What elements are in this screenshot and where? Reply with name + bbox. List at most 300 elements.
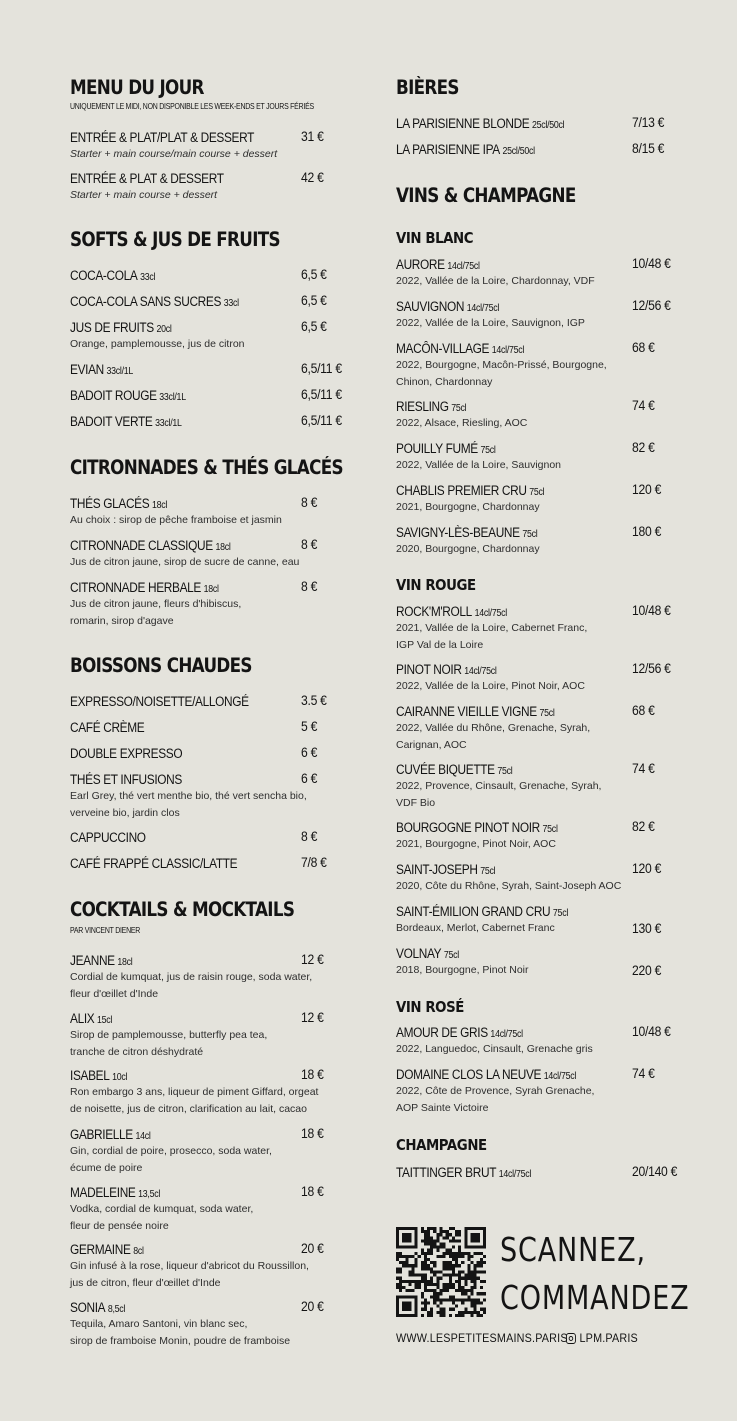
menu-item-name-text: CHABLIS PREMIER CRU	[396, 483, 527, 498]
menu-item-line	[396, 819, 696, 837]
menu-item-description: Starter + main course/main course + dessert	[70, 148, 278, 160]
scan-heading-line2: COMMANDEZ	[500, 1278, 690, 1317]
menu-item-line	[70, 387, 360, 405]
menu-item-name-text: POUILLY FUMÉ	[396, 441, 478, 456]
menu-item-line	[70, 537, 360, 555]
menu-item-line	[396, 661, 696, 679]
menu-item-name-text: EVIAN	[70, 362, 104, 377]
menu-item-size: 18cl	[203, 584, 219, 595]
menu-item-rouge	[396, 661, 696, 695]
menu-item-line	[70, 719, 360, 737]
menu-item-line	[396, 482, 696, 500]
menu-item-name	[70, 953, 133, 968]
menu-item-softs	[70, 293, 360, 311]
menu-item-mdj	[70, 129, 360, 163]
menu-item-size: 14cl/75cl	[498, 1169, 532, 1180]
menu-item-price: 42 €	[301, 170, 324, 185]
menu-item-name	[70, 694, 249, 709]
menu-item-price: 74 €	[632, 1066, 655, 1081]
menu-item-citron	[70, 579, 360, 630]
menu-item-name	[396, 299, 499, 314]
menu-item-name-text: CUVÉE BIQUETTE	[396, 762, 495, 777]
menu-item-name-text: DOMAINE CLOS LA NEUVE	[396, 1067, 542, 1082]
subsection-title-champagne: CHAMPAGNE	[396, 1136, 487, 1154]
menu-item-price: 31 €	[301, 129, 324, 144]
menu-item-name-text: BADOIT VERTE	[70, 414, 153, 429]
menu-item-chaudes	[70, 719, 360, 737]
menu-item-name	[70, 171, 224, 186]
menu-item-description: 2022, Côte de Provence, Syrah Grenache, AOP Sainte Victoire	[396, 1085, 595, 1114]
menu-item-price: 7/8 €	[301, 855, 327, 870]
menu-item-cocktails	[70, 952, 360, 1003]
section-title-boissons-chaudes: BOISSONS CHAUDES	[70, 654, 252, 677]
menu-item-blanc	[396, 440, 696, 474]
menu-item-bieres	[396, 141, 696, 159]
menu-item-line	[396, 340, 696, 358]
section-title-bieres: BIÈRES	[396, 76, 459, 99]
menu-item-name	[396, 399, 466, 414]
menu-item-size: 13,5cl	[138, 1189, 161, 1200]
menu-item-name-text: AMOUR DE GRIS	[396, 1025, 488, 1040]
menu-item-price: 3.5 €	[301, 693, 327, 708]
menu-item-name	[396, 704, 555, 719]
menu-item-description: 2018, Bourgogne, Pinot Noir	[396, 964, 529, 976]
menu-item-size: 75cl	[552, 908, 569, 919]
menu-item-name-text: SAINT-ÉMILION GRAND CRU	[396, 904, 551, 919]
menu-item-line	[396, 141, 696, 159]
menu-item-name-text: CAPPUCCINO	[70, 830, 146, 845]
menu-item-name	[396, 862, 495, 877]
menu-item-price: 8 €	[301, 829, 318, 844]
menu-item-line	[70, 495, 360, 513]
menu-item-size: 20cl	[156, 324, 172, 335]
menu-item-price: 180 €	[632, 524, 662, 539]
menu-item-rouge	[396, 761, 696, 812]
menu-item-description: 2021, Bourgogne, Pinot Noir, AOC	[396, 838, 556, 850]
menu-item-size: 75cl	[539, 708, 555, 719]
menu-item-name	[396, 116, 564, 131]
menu-item-price: 5 €	[301, 719, 318, 734]
menu-item-line	[70, 1241, 360, 1259]
menu-item-softs	[70, 361, 360, 379]
menu-item-name-text: ENTRÉE & PLAT & DESSERT	[70, 171, 224, 186]
menu-item-price: 6,5/11 €	[301, 413, 342, 428]
menu-item-name	[396, 1025, 523, 1040]
section-note-menu-du-jour: UNIQUEMENT LE MIDI, NON DISPONIBLE LES WEEK-ENDS ET JOURS FÉRIÉS	[70, 101, 314, 111]
menu-item-chaudes	[70, 771, 360, 822]
menu-item-description: Tequila, Amaro Santoni, vin blanc sec, sirop de framboise Monin, poudre de framboise	[70, 1318, 291, 1347]
menu-item-name	[396, 341, 524, 356]
menu-item-size: 75cl	[480, 445, 496, 456]
menu-item-size: 8cl	[133, 1246, 144, 1257]
menu-item-size: 18cl	[215, 542, 231, 553]
section-title-menu-du-jour: MENU DU JOUR	[70, 76, 204, 99]
menu-item-line	[70, 745, 360, 763]
menu-item-line	[70, 267, 360, 285]
menu-item-price: 10/48 €	[632, 1024, 671, 1039]
menu-item-name-text: LA PARISIENNE IPA	[396, 142, 500, 157]
menu-item-name-text: JEANNE	[70, 953, 115, 968]
menu-item-description: Starter + main course + dessert	[70, 189, 218, 201]
menu-item-name	[396, 662, 497, 677]
menu-item-name	[70, 720, 144, 735]
menu-item-price: 7/13 €	[632, 115, 665, 130]
menu-item-softs	[70, 267, 360, 285]
menu-item-rouge	[396, 861, 696, 895]
menu-item-name-text: BADOIT ROUGE	[70, 388, 157, 403]
menu-item-description: 2020, Bourgogne, Chardonnay	[396, 543, 540, 555]
menu-item-description: Gin, cordial de poire, prosecco, soda water, écume de poire	[70, 1145, 272, 1174]
menu-item-price: 6,5 €	[301, 319, 327, 334]
menu-item-description: Orange, pamplemousse, jus de citron	[70, 338, 245, 350]
menu-item-price: 220 €	[632, 963, 662, 978]
menu-item-name	[70, 414, 182, 429]
menu-item-name-text: JUS DE FRUITS	[70, 320, 154, 335]
menu-item-line	[396, 1024, 696, 1042]
menu-item-name	[396, 946, 459, 961]
menu-item-size: 75cl	[542, 824, 558, 835]
menu-item-description: Earl Grey, thé vert menthe bio, thé vert sencha bio, verveine bio, jardin clos	[70, 790, 307, 819]
menu-item-bieres	[396, 115, 696, 133]
menu-item-cocktails	[70, 1241, 360, 1292]
menu-item-price: 20 €	[301, 1299, 324, 1314]
menu-item-line	[70, 413, 360, 431]
menu-item-size: 25cl/50cl	[502, 146, 535, 157]
menu-item-description: 2022, Vallée du Rhône, Grenache, Syrah, Carignan, AOC	[396, 722, 591, 751]
qr-code-icon[interactable]	[396, 1227, 486, 1317]
menu-item-cocktails	[70, 1067, 360, 1118]
menu-item-name	[70, 496, 167, 511]
menu-item-price: 18 €	[301, 1126, 324, 1141]
menu-item-size: 10cl	[112, 1072, 128, 1083]
menu-item-name-text: CAFÉ FRAPPÉ CLASSIC/LATTE	[70, 856, 238, 871]
menu-item-description: Jus de citron jaune, fleurs d'hibiscus, romarin, sirop d'agave	[70, 598, 242, 627]
menu-item-rouge	[396, 703, 696, 754]
menu-item-size: 14cl/75cl	[491, 345, 525, 356]
menu-item-size: 33cl/1L	[159, 392, 186, 403]
menu-item-description: 2022, Vallée de la Loire, Sauvignon	[396, 459, 562, 471]
menu-item-line	[70, 771, 360, 789]
menu-item-name	[70, 362, 133, 377]
menu-item-name-text: PINOT NOIR	[396, 662, 462, 677]
menu-item-price: 12/56 €	[632, 661, 671, 676]
menu-item-description: Au choix : sirop de pêche framboise et jasmin	[70, 514, 282, 526]
menu-item-size: 14cl/75cl	[464, 666, 497, 677]
menu-item-name	[70, 130, 254, 145]
menu-item-name-text: SAVIGNY-LÈS-BEAUNE	[396, 525, 520, 540]
menu-item-cocktails	[70, 1184, 360, 1235]
menu-item-name	[396, 762, 512, 777]
section-title-vins-champagne: VINS & CHAMPAGNE	[396, 184, 576, 207]
menu-item-price: 6,5/11 €	[301, 387, 342, 402]
menu-item-description: 2022, Bourgogne, Macôn-Prissé, Bourgogne, Chinon, Chardonnay	[396, 359, 607, 388]
menu-item-price: 18 €	[301, 1184, 324, 1199]
menu-item-name-text: CITRONNADE HERBALE	[70, 580, 201, 595]
menu-item-description: 2022, Vallée de la Loire, Chardonnay, VDF	[396, 275, 595, 287]
menu-item-line	[396, 115, 696, 133]
menu-item-size: 25cl/50cl	[532, 120, 565, 131]
menu-item-name	[70, 830, 146, 845]
section-title-softs: SOFTS & JUS DE FRUITS	[70, 228, 280, 251]
menu-item-name	[70, 856, 237, 871]
menu-item-price: 120 €	[632, 482, 662, 497]
menu-item-description: Gin infusé à la rose, liqueur d'abricot du Roussillon, jus de citron, fleur d'œillet d'Inde	[70, 1260, 309, 1289]
menu-item-name-text: COCA-COLA SANS SUCRES	[70, 294, 222, 309]
menu-item-name-text: THÉS GLACÉS	[70, 496, 150, 511]
menu-item-name-text: CITRONNADE CLASSIQUE	[70, 538, 213, 553]
menu-item-blanc	[396, 524, 696, 558]
menu-item-line	[70, 170, 360, 188]
menu-item-line	[396, 703, 696, 721]
menu-item-chaudes	[70, 855, 360, 873]
menu-item-rouge	[396, 945, 696, 979]
menu-item-softs	[70, 319, 360, 353]
menu-item-size: 33cl/1L	[155, 418, 182, 429]
menu-item-price: 6 €	[301, 771, 318, 786]
menu-item-name	[70, 1242, 144, 1257]
menu-item-name-text: CAFÉ CRÈME	[70, 720, 145, 735]
menu-item-price: 20 €	[301, 1241, 324, 1256]
menu-item-rose	[396, 1066, 696, 1117]
menu-item-size: 14cl/75cl	[474, 608, 507, 619]
menu-item-line	[396, 256, 696, 274]
menu-item-price: 6 €	[301, 745, 318, 760]
menu-item-name	[70, 772, 182, 787]
menu-item-name-text: GABRIELLE	[70, 1127, 133, 1142]
menu-item-price: 12/56 €	[632, 298, 671, 313]
menu-item-size: 14cl/75cl	[466, 303, 500, 314]
menu-item-line	[70, 293, 360, 311]
menu-item-line	[70, 855, 360, 873]
menu-item-cocktails	[70, 1126, 360, 1177]
menu-item-blanc	[396, 256, 696, 290]
menu-item-line	[396, 524, 696, 542]
menu-item-line	[70, 319, 360, 337]
menu-item-name	[396, 820, 558, 835]
menu-item-price: 18 €	[301, 1067, 324, 1082]
menu-item-price: 68 €	[632, 340, 655, 355]
menu-item-line	[70, 1010, 360, 1028]
menu-item-line	[396, 1164, 696, 1182]
menu-item-blanc	[396, 482, 696, 516]
menu-item-name	[70, 268, 155, 283]
menu-item-name-text: CAIRANNE VIEILLE VIGNE	[396, 704, 537, 719]
menu-item-size: 33cl	[140, 272, 156, 283]
subsection-title-vin-rouge: VIN ROUGE	[396, 576, 476, 594]
menu-item-name	[396, 525, 537, 540]
menu-item-name	[70, 1185, 160, 1200]
menu-item-name	[396, 483, 544, 498]
instagram-handle[interactable]	[566, 1331, 638, 1345]
menu-item-line	[396, 298, 696, 316]
menu-item-line	[70, 952, 360, 970]
menu-item-name	[396, 142, 535, 157]
menu-item-line	[70, 693, 360, 711]
menu-item-line	[396, 761, 696, 779]
menu-item-rose	[396, 1024, 696, 1058]
menu-item-line	[70, 1067, 360, 1085]
menu-item-name	[70, 1300, 125, 1315]
menu-item-line	[396, 398, 696, 416]
menu-item-price: 6,5 €	[301, 293, 327, 308]
menu-item-price: 20/140 €	[632, 1164, 678, 1179]
menu-item-line	[70, 361, 360, 379]
menu-item-name	[70, 746, 182, 761]
instagram-handle-text: LPM.PARIS	[579, 1331, 638, 1345]
menu-item-name-text: SAUVIGNON	[396, 299, 465, 314]
menu-item-description: 2022, Vallée de la Loire, Sauvignon, IGP	[396, 317, 585, 329]
menu-item-description: Vodka, cordial de kumquat, soda water, fleur de pensée noire	[70, 1203, 254, 1232]
menu-item-price: 82 €	[632, 440, 655, 455]
menu-item-size: 8,5cl	[107, 1304, 126, 1315]
menu-item-name	[396, 1067, 576, 1082]
menu-item-size: 14cl/75cl	[543, 1071, 577, 1082]
menu-item-price: 74 €	[632, 761, 655, 776]
menu-item-description: 2021, Vallée de la Loire, Cabernet Franc, IGP Val de la Loire	[396, 622, 588, 651]
menu-item-price: 10/48 €	[632, 603, 671, 618]
menu-item-citron	[70, 537, 360, 571]
menu-item-price: 130 €	[632, 921, 662, 936]
menu-item-name-text: LA PARISIENNE BLONDE	[396, 116, 530, 131]
menu-item-line	[70, 1184, 360, 1202]
menu-item-name-text: SONIA	[70, 1300, 106, 1315]
menu-item-price: 10/48 €	[632, 256, 671, 271]
menu-item-name-text: GERMAINE	[70, 1242, 131, 1257]
menu-item-size: 75cl	[451, 403, 467, 414]
menu-item-description: Ron embargo 3 ans, liqueur de piment Giffard, orgeat de noisette, jus de citron, clarification au lait, cacao	[70, 1086, 319, 1115]
menu-item-price: 8 €	[301, 495, 318, 510]
section-title-citronnades: CITRONNADES & THÉS GLACÉS	[70, 456, 343, 479]
menu-item-description: 2022, Provence, Cinsault, Grenache, Syrah, VDF Bio	[396, 780, 602, 809]
menu-item-description: 2020, Côte du Rhône, Syrah, Saint-Joseph AOC	[396, 880, 622, 892]
menu-item-name	[70, 320, 172, 335]
menu-item-name	[70, 580, 219, 595]
menu-item-rouge	[396, 903, 696, 937]
menu-item-line	[70, 579, 360, 597]
instagram-icon	[566, 1333, 576, 1344]
menu-item-size: 75cl	[480, 866, 496, 877]
menu-item-cocktails	[70, 1010, 360, 1061]
menu-item-citron	[70, 495, 360, 529]
menu-item-size: 33cl	[223, 298, 239, 309]
section-title-cocktails: COCKTAILS & MOCKTAILS	[70, 898, 295, 921]
subsection-title-vin-blanc: VIN BLANC	[396, 229, 474, 247]
menu-item-name-text: COCA-COLA	[70, 268, 138, 283]
menu-item-name-text: TAITTINGER BRUT	[396, 1165, 497, 1180]
menu-item-size: 75cl	[522, 529, 538, 540]
menu-item-champ	[396, 1164, 696, 1182]
menu-item-size: 14cl/75cl	[447, 261, 480, 272]
menu-item-name-text: ALIX	[70, 1011, 95, 1026]
menu-item-name-text: SAINT-JOSEPH	[396, 862, 478, 877]
menu-item-size: 14cl/75cl	[490, 1029, 523, 1040]
subsection-title-vin-rose: VIN ROSÉ	[396, 998, 464, 1016]
menu-item-name	[396, 604, 507, 619]
menu-item-description: 2021, Bourgogne, Chardonnay	[396, 501, 540, 513]
menu-item-line	[396, 603, 696, 621]
menu-item-name	[70, 388, 186, 403]
menu-item-blanc	[396, 298, 696, 332]
menu-item-line	[396, 1066, 696, 1084]
menu-item-name-text: MACÔN-VILLAGE	[396, 341, 490, 356]
menu-item-size: 75cl	[443, 950, 459, 961]
menu-item-line	[70, 1299, 360, 1317]
menu-item-line	[396, 440, 696, 458]
menu-item-name-text: DOUBLE EXPRESSO	[70, 746, 183, 761]
menu-item-line	[70, 1126, 360, 1144]
menu-item-name	[70, 1127, 151, 1142]
menu-item-name-text: MADELEINE	[70, 1185, 136, 1200]
menu-item-price: 82 €	[632, 819, 655, 834]
menu-item-name	[70, 294, 239, 309]
menu-item-rouge	[396, 819, 696, 853]
menu-item-blanc	[396, 398, 696, 432]
menu-item-chaudes	[70, 829, 360, 847]
menu-item-blanc	[396, 340, 696, 391]
menu-item-price: 8 €	[301, 579, 318, 594]
menu-item-line	[70, 129, 360, 147]
menu-item-name-text: EXPRESSO/NOISETTE/ALLONGÉ	[70, 694, 249, 709]
menu-item-name-text: ROCK'M'ROLL	[396, 604, 472, 619]
menu-item-name	[396, 257, 480, 272]
menu-item-name-text: THÉS ET INFUSIONS	[70, 772, 182, 787]
menu-item-name	[396, 904, 568, 919]
menu-item-size: 75cl	[529, 487, 545, 498]
menu-item-price: 120 €	[632, 861, 662, 876]
menu-item-size: 14cl	[135, 1131, 151, 1142]
menu-item-price: 6,5/11 €	[301, 361, 342, 376]
menu-item-size: 18cl	[151, 500, 168, 511]
menu-item-name	[70, 1011, 112, 1026]
menu-item-name	[70, 1068, 127, 1083]
menu-item-chaudes	[70, 693, 360, 711]
website-link[interactable]: WWW.LESPETITESMAINS.PARIS	[396, 1331, 568, 1345]
menu-item-cocktails	[70, 1299, 360, 1350]
menu-item-name	[396, 1165, 531, 1180]
menu-item-size: 18cl	[117, 957, 133, 968]
menu-item-name-text: VOLNAY	[396, 946, 442, 961]
menu-item-price: 8 €	[301, 537, 318, 552]
menu-item-price: 8/15 €	[632, 141, 665, 156]
menu-item-name-text: BOURGOGNE PINOT NOIR	[396, 820, 540, 835]
menu-item-description: 2022, Vallée de la Loire, Pinot Noir, AOC	[396, 680, 585, 692]
menu-item-description: 2022, Languedoc, Cinsault, Grenache gris	[396, 1043, 593, 1055]
section-note-cocktails: PAR VINCENT DIENER	[70, 925, 141, 935]
menu-item-rouge	[396, 603, 696, 654]
menu-item-size: 33cl/1L	[106, 366, 134, 377]
menu-item-description: Bordeaux, Merlot, Cabernet Franc	[396, 922, 555, 934]
menu-item-name	[396, 441, 496, 456]
menu-item-name	[70, 538, 231, 553]
menu-item-softs	[70, 413, 360, 431]
menu-item-line	[396, 861, 696, 879]
menu-item-price: 68 €	[632, 703, 655, 718]
menu-item-name-text: ENTRÉE & PLAT/PLAT & DESSERT	[70, 130, 255, 145]
menu-item-name-text: RIESLING	[396, 399, 449, 414]
menu-item-price: 74 €	[632, 398, 655, 413]
menu-item-chaudes	[70, 745, 360, 763]
menu-item-price: 12 €	[301, 1010, 324, 1025]
menu-item-description: Sirop de pamplemousse, butterfly pea tea, tranche de citron déshydraté	[70, 1029, 268, 1058]
menu-item-line	[70, 829, 360, 847]
menu-item-price: 6,5 €	[301, 267, 327, 282]
scan-heading-line1: SCANNEZ,	[500, 1230, 646, 1269]
menu-item-size: 75cl	[497, 766, 513, 777]
menu-item-name-text: ISABEL	[70, 1068, 110, 1083]
menu-item-softs	[70, 387, 360, 405]
menu-item-description: 2022, Alsace, Riesling, AOC	[396, 417, 528, 429]
menu-item-size: 15cl	[96, 1015, 113, 1026]
